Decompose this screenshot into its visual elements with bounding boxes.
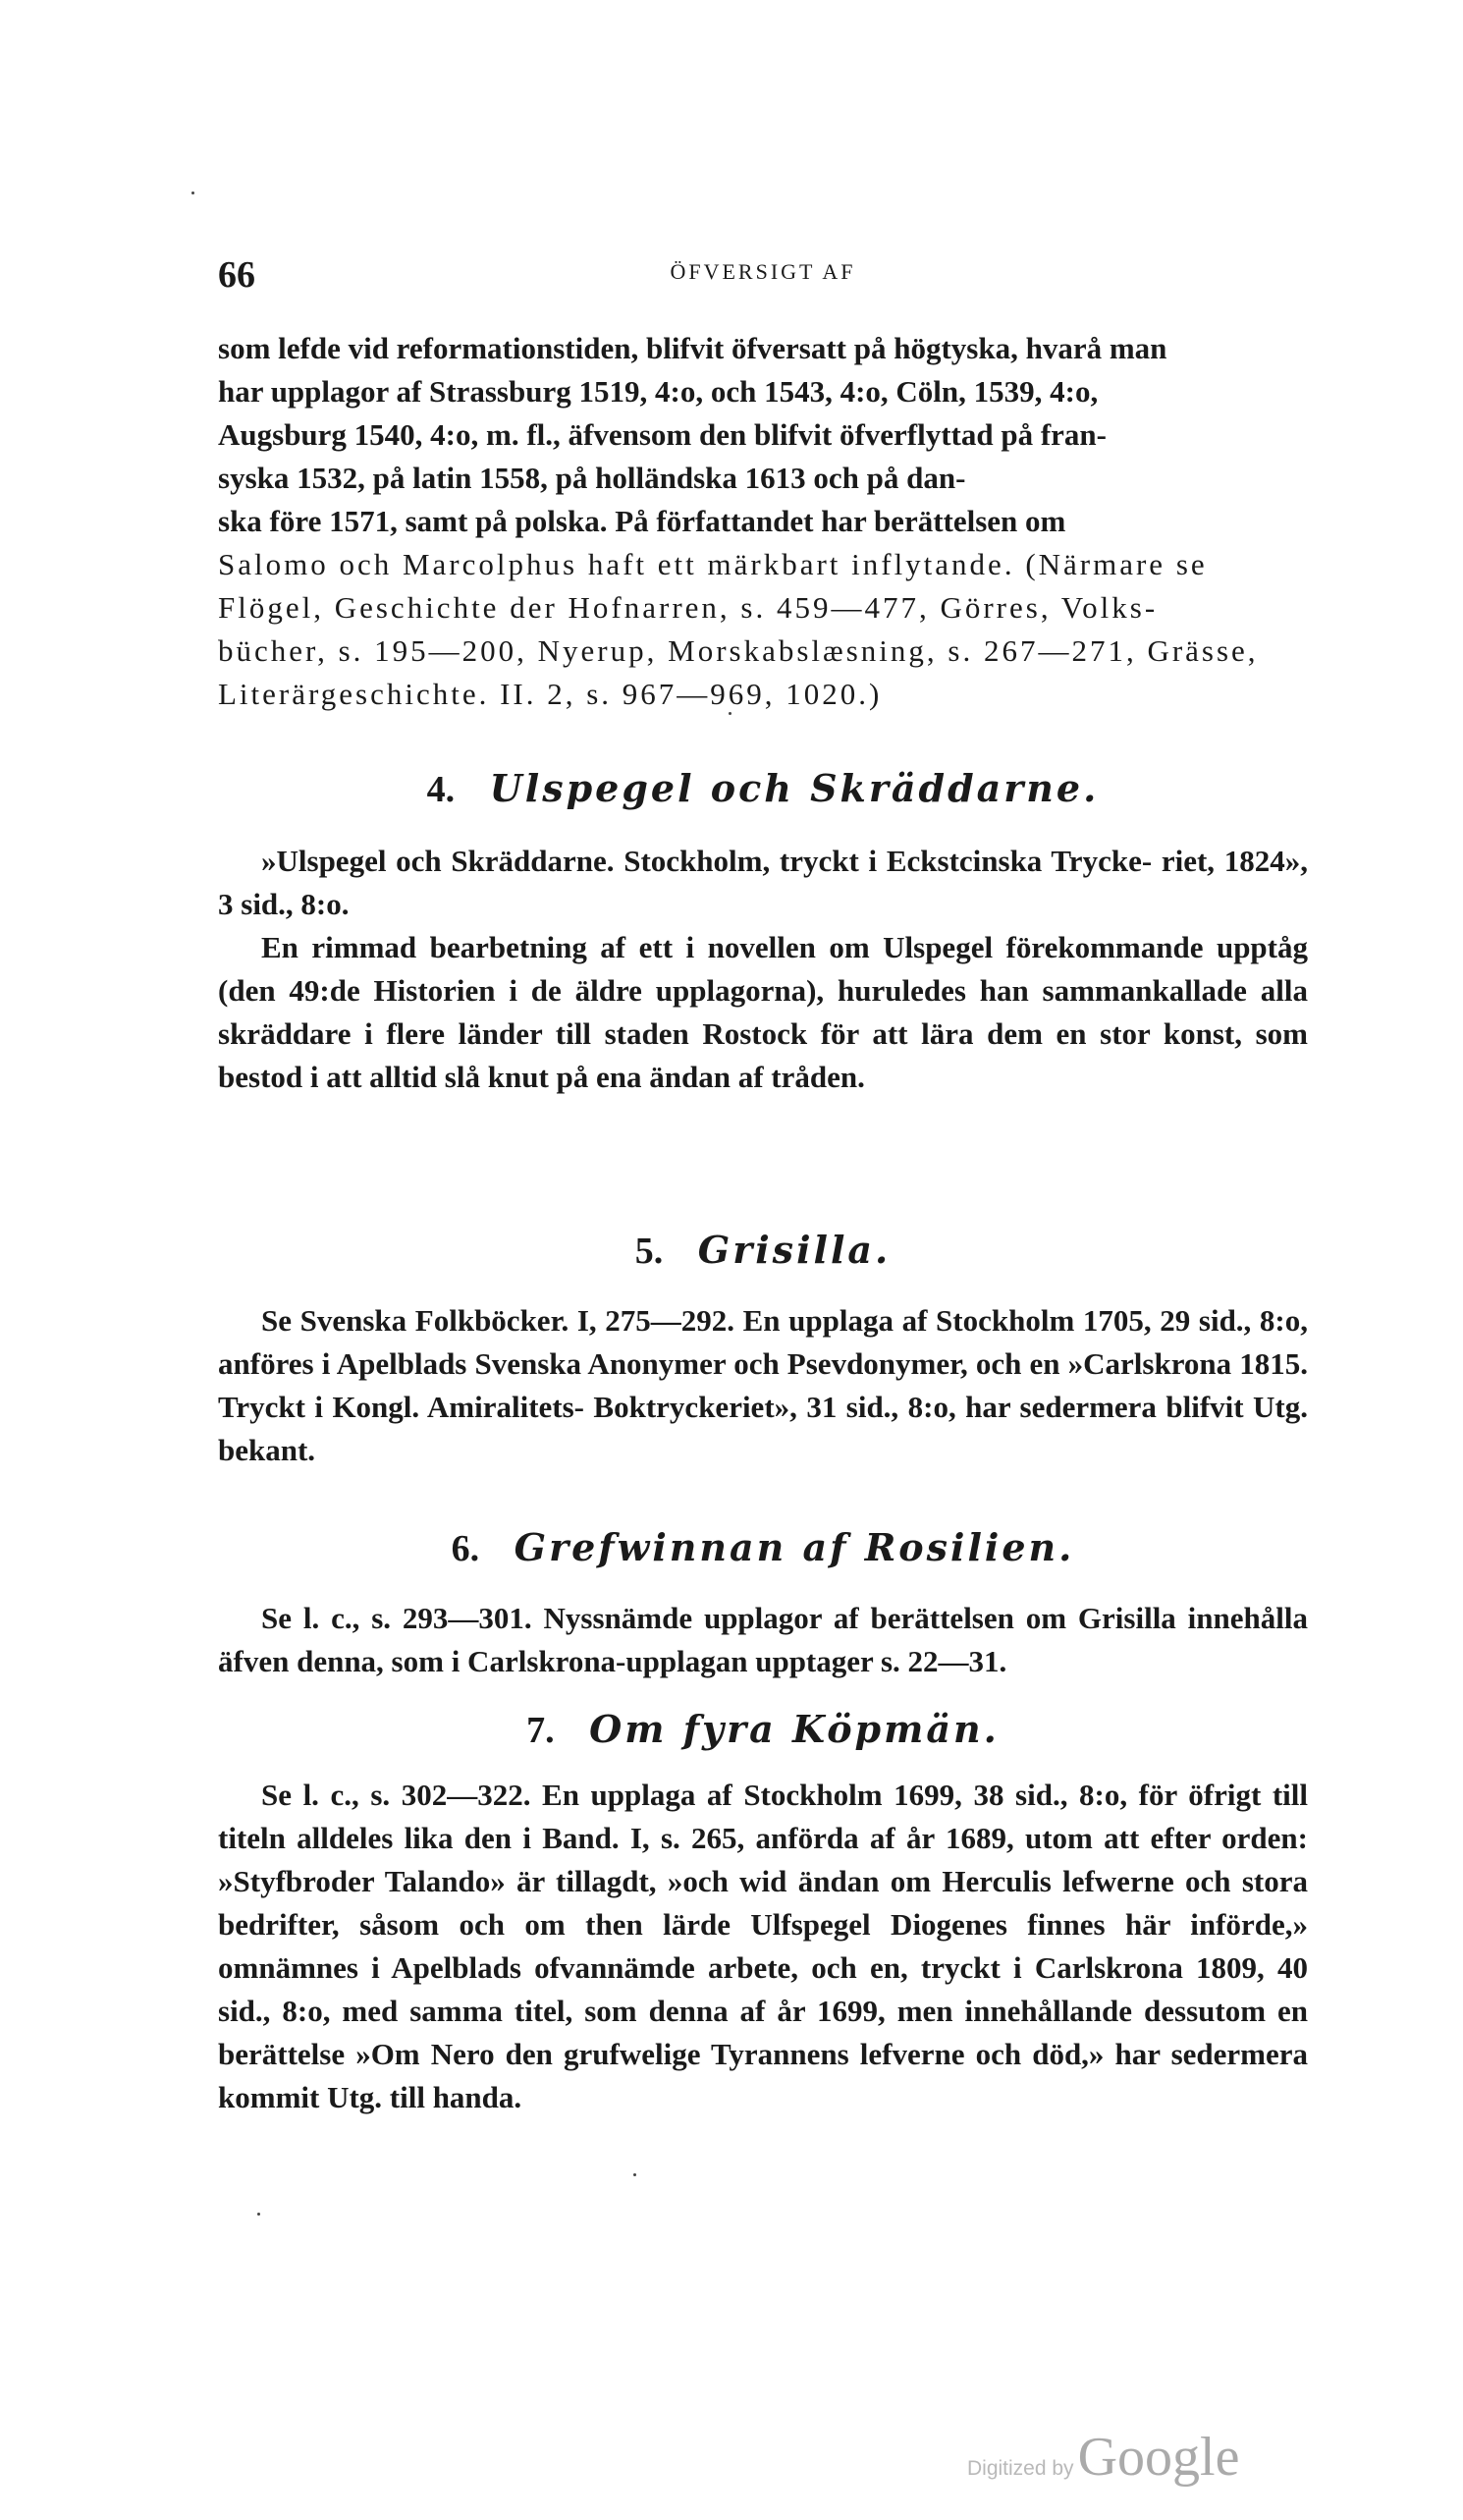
page-number: 66 (218, 254, 255, 296)
paragraph: Se l. c., s. 293—301. Nyssnämde upplagor af berättelsen om Grisilla innehålla äfven denna, som i Carlskrona-upplagan upptager s. 22—31. (218, 1601, 1308, 1678)
section-heading-7 (218, 1707, 1308, 1752)
paragraph: Se Svenska Folkböcker. I, 275—292. En upplaga af Stockholm 1705, 29 sid., 8:o, anföres i Apelblads Svenska Anonymer och Psevdonymer, och en »Carlskrona 1815. Tryckt i Kongl. Amiralitets- Boktryckeriet», 31 sid., 8:o, har sedermera blifvit Utg. bekant. (218, 1303, 1308, 1467)
section-body-4 (218, 840, 1308, 1099)
google-logo: Google (1077, 2427, 1240, 2488)
paragraph: »Ulspegel och Skräddarne. Stockholm, tryckt i Eckstcinska Trycke- riet, 1824», 3 sid., 8:o. (218, 844, 1308, 921)
section-heading-4 (218, 766, 1308, 811)
scan-speck (633, 2173, 636, 2176)
section-number: 7. (526, 1710, 555, 1751)
intro-paragraph (218, 327, 1308, 716)
digitized-watermark (967, 2426, 1239, 2489)
text-line: Salomo och Marcolphus haft ett märkbart inflytande. (Närmare se (218, 547, 1208, 581)
section-number: 5. (634, 1231, 664, 1272)
section-body-7 (218, 1774, 1308, 2119)
scan-speck (729, 712, 732, 715)
text-line: som lefde vid reformationstiden, blifvit öfversatt på högtyska, hvarå man (218, 331, 1167, 365)
scan-speck (191, 192, 194, 194)
section-title: Ulspegel och Skräddarne. (489, 766, 1100, 810)
section-title: Om fyra Köpmän. (589, 1707, 1000, 1751)
running-head: ÖFVERSIGT AF (670, 259, 856, 284)
section-number: 4. (426, 769, 456, 810)
paragraph: En rimmad bearbetning af ett i novellen om Ulspegel förekommande upptåg (den 49:de Historien i de äldre upplagorna), huruledes han sammankallade alla skräddare i flere länder till staden Rostock för att lära dem en stor konst, som bestod i att alltid slå knut på ena ändan af tråden. (218, 930, 1308, 1094)
text-line: ska före 1571, samt på polska. På författandet har berättelsen om (218, 504, 1066, 538)
text-line: syska 1532, på latin 1558, på holländska 1613 och på dan- (218, 461, 966, 495)
section-heading-5 (218, 1228, 1308, 1273)
section-title: Grisilla. (697, 1228, 892, 1272)
section-body-5 (218, 1299, 1308, 1472)
text-line: Flögel, Geschichte der Hofnarren, s. 459—477, Görres, Volks- (218, 590, 1159, 625)
text-line: Augsburg 1540, 4:o, m. fl., äfvensom den blifvit öfverflyttad på fran- (218, 417, 1107, 452)
text-line: har upplagor af Strassburg 1519, 4:o, och 1543, 4:o, Cöln, 1539, 4:o, (218, 374, 1099, 409)
page-header (218, 253, 1308, 296)
section-number: 6. (451, 1528, 480, 1569)
section-body-6 (218, 1597, 1308, 1683)
text-line: bücher, s. 195—200, Nyerup, Morskabslæsning, s. 267—271, Grässe, (218, 633, 1259, 668)
paragraph: Se l. c., s. 302—322. En upplaga af Stockholm 1699, 38 sid., 8:o, för öfrigt till titeln alldeles lika den i Band. I, s. 265, anförda af år 1689, utom att efter orden: »Styfbroder Talando» är tillagdt, »och wid ändan om Herculis lefwerne och stora bedrifter, såsom och om then lärde Ulfspegel Diogenes finnes här införde,» omnämnes i Apelblads ofvannämde arbete, och en, tryckt i Carlskrona 1809, 40 sid., 8:o, med samma titel, som denna af år 1699, men innehållande dessutom en berättelse »Om Nero den grufwelige Tyrannens lefverne och död,» har sedermera kommit Utg. till handa. (218, 1778, 1308, 2114)
text-line: Literärgeschichte. II. 2, s. 967—969, 1020.) (218, 677, 883, 711)
scan-speck (257, 2213, 260, 2216)
section-title: Grefwinnan af Rosilien. (514, 1525, 1075, 1569)
section-heading-6 (218, 1525, 1308, 1570)
watermark-prefix: Digitized by (967, 2457, 1074, 2480)
